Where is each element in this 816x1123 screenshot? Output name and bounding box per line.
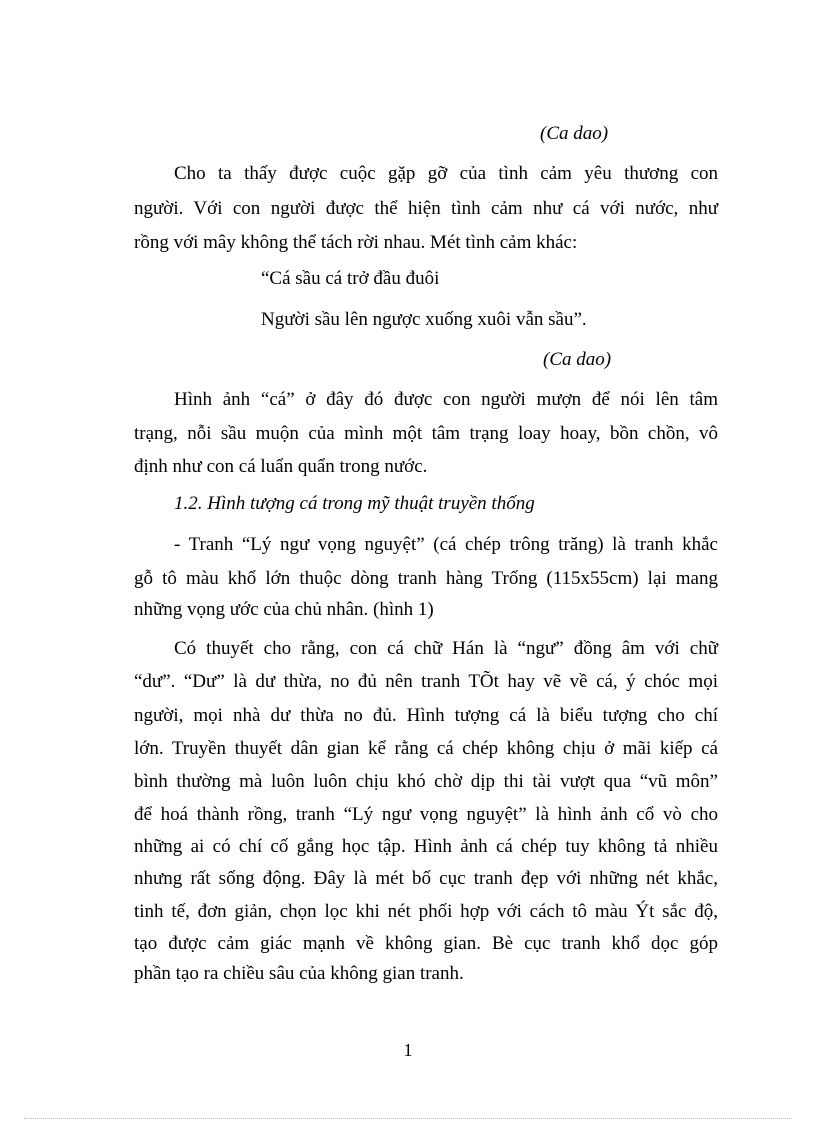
paragraph-line: nhưng rất sống động. Đây là mét bố cục tranh đẹp với những nét khắc,: [134, 868, 718, 889]
paragraph-line: những ai có chí cố gắng học tập. Hình ảnh cá chép tuy không tả nhiều: [134, 836, 718, 857]
paragraph-line: Có thuyết cho rằng, con cá chữ Hán là “ngư” đồng âm với chữ: [174, 638, 718, 659]
paragraph-line: những vọng ước của chủ nhân. (hình 1): [134, 599, 434, 620]
paragraph-line: rồng với mây không thể tách rời nhau. Mét tình cảm khác:: [134, 232, 578, 253]
paragraph-line: người, mọi nhà dư thừa no đủ. Hình tượng cá là biểu tượng cho chí: [134, 705, 718, 726]
page-bottom-divider: [24, 1118, 792, 1119]
paragraph-line: Cho ta thấy được cuộc gặp gỡ của tình cảm yêu thương con: [174, 163, 718, 184]
paragraph-line: - Tranh “Lý ngư vọng nguyệt” (cá chép trông trăng) là tranh khắc: [174, 534, 718, 555]
paragraph-line: lớn. Truyền thuyết dân gian kể rằng cá chép không chịu ở mãi kiếp cá: [134, 738, 718, 759]
paragraph-line: trạng, nỗi sầu muộn của mình một tâm trạng loay hoay, bồn chồn, vô: [134, 423, 718, 444]
section-heading: 1.2. Hình tượng cá trong mỹ thuật truyền thống: [174, 493, 535, 514]
paragraph-line: gỗ tô màu khổ lớn thuộc dòng tranh hàng Trống (115x55cm) lại mang: [134, 568, 718, 589]
paragraph-line: phần tạo ra chiều sâu của không gian tranh.: [134, 963, 464, 984]
paragraph-line: để hoá thành rồng, tranh “Lý ngư vọng nguyệt” là hình ảnh cổ vò cho: [134, 804, 718, 825]
poem-line: Người sầu lên ngược xuống xuôi vẫn sầu”.: [261, 309, 587, 330]
paragraph-line: tạo được cảm giác mạnh về không gian. Bè cục tranh khổ dọc góp: [134, 933, 718, 954]
paragraph-line: “dư”. “Dư” là dư thừa, no đủ nên tranh TÕt hay vẽ về cá, ý chóc mọi: [134, 671, 718, 692]
paragraph-line: người. Với con người được thể hiện tình cảm như cá với nước, như: [134, 198, 718, 219]
paragraph-line: Hình ảnh “cá” ở đây đó được con người mượn để nói lên tâm: [174, 389, 718, 410]
page-number: 1: [403, 1040, 413, 1060]
source-citation: (Ca dao): [543, 349, 612, 370]
source-citation: (Ca dao): [540, 123, 609, 144]
paragraph-line: tinh tế, đơn giản, chọn lọc khi nét phối hợp với cách tô màu Ýt sắc độ,: [134, 901, 718, 922]
paragraph-line: định như con cá luẩn quẩn trong nước.: [134, 456, 428, 477]
poem-line: “Cá sầu cá trở đầu đuôi: [261, 268, 440, 289]
paragraph-line: bình thường mà luôn luôn chịu khó chờ dịp thi tài vượt qua “vũ môn”: [134, 771, 718, 792]
